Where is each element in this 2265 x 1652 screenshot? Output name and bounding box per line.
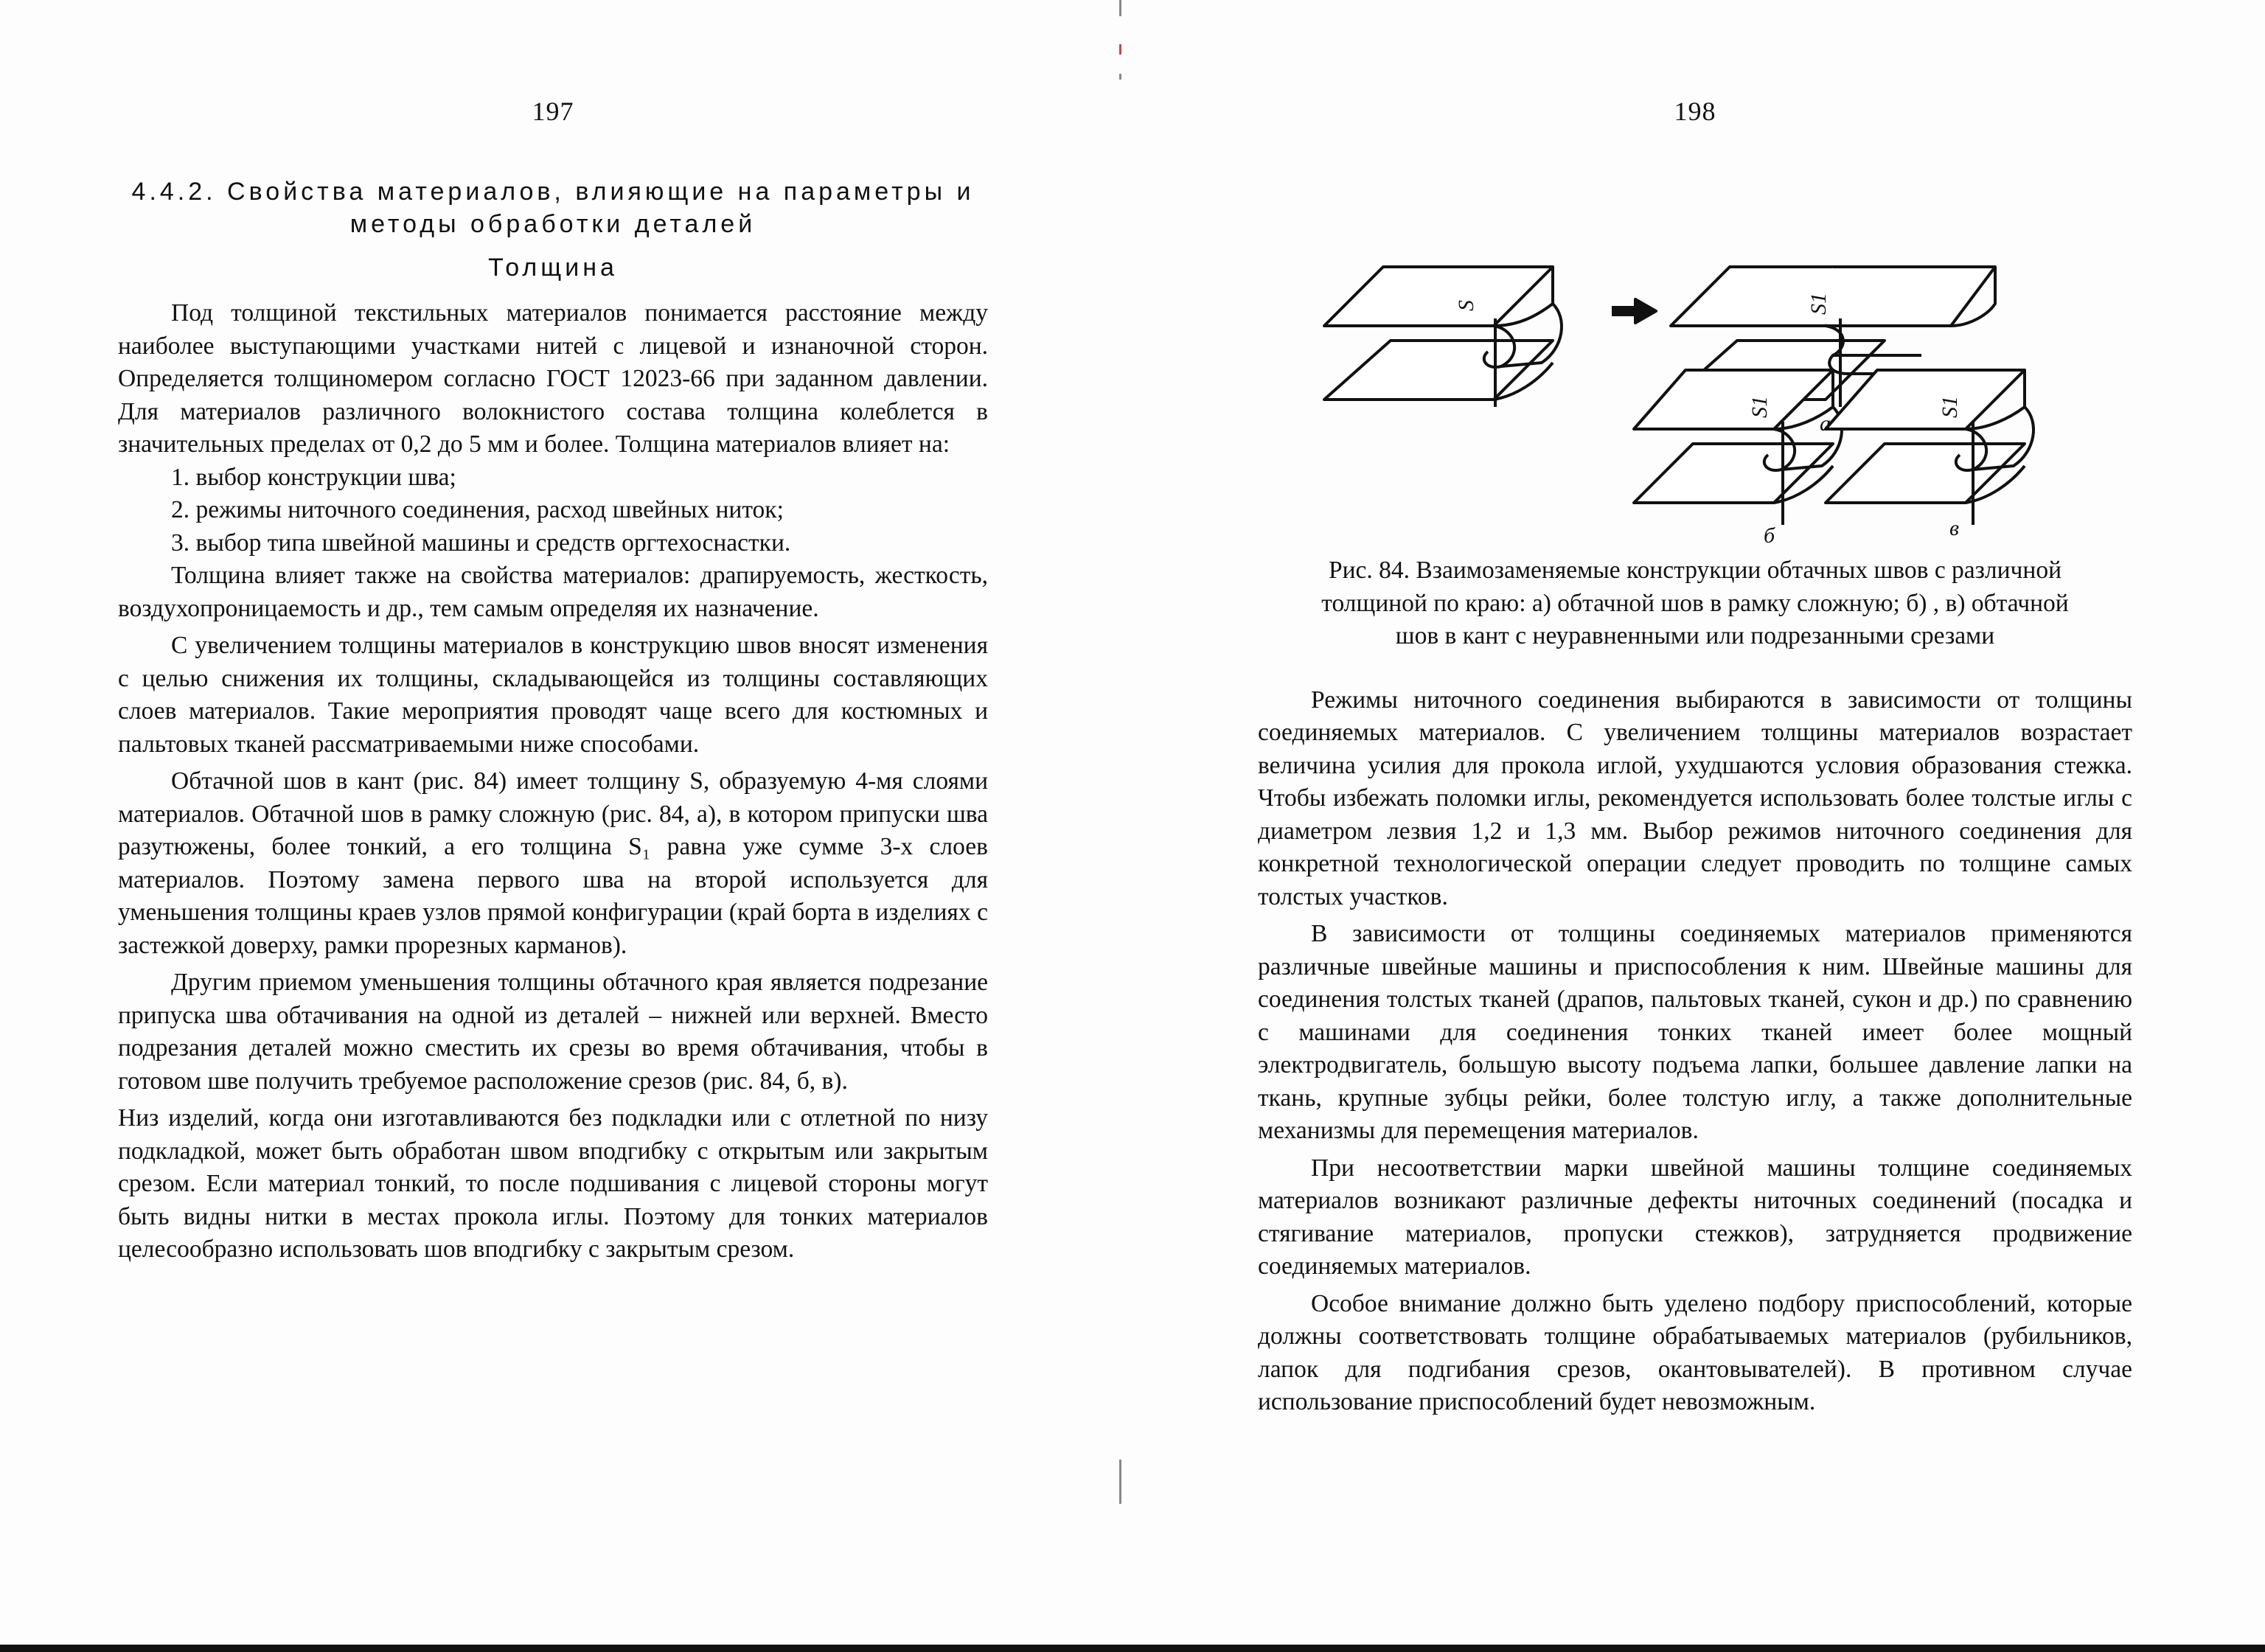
paragraph: Режимы ниточного соединения выбираются в зависимости от толщины соединяемых материалов. С увеличением толщины материалов возрастает величина усилия для прокола иглой, ухудшаются условия образования стежка. Чтобы избежать поломки иглы, рекомендуется использовать более толстые иглы с диаметром лезвия 1,2 и 1,3 мм. Выбор режимов ниточного соединения для конкретной технологической операции следует проводить по толщине самых толстых участков. (1258, 686, 2132, 910)
paragraph: Другим приемом уменьшения толщины обтачного края является подрезание припуска шва обтачивания на одной из деталей – нижней или верхней. Вместо подрезания деталей можно сместить их срезы во время обтачивания, чтобы в готовом шве получить требуемое расположение срезов (рис. 84, б, в). (118, 969, 988, 1095)
paragraph: Толщина влияет также на свойства материалов: драпируемость, жесткость, воздухопроницаемость и др., тем самым определяя их назначение. (118, 562, 988, 622)
paragraph: С увеличением толщины материалов в конструкцию швов вносят изменения с целью снижения их толщины, складывающейся из толщины составляющих слоев материалов. Такие мероприятия проводят чаще всего для костюмных и пальтовых тканей рассматриваемыми ниже способами. (118, 632, 988, 758)
page-number: 198 (1674, 97, 1716, 126)
seam-v-drawing (1826, 370, 2033, 525)
paragraph: В зависимости от толщины соединяемых материалов применяются различные швейные машины и приспособления к ним. Швейные машины для соединения толстых тканей (драпов, пальтовых тканей, сукон и др.) по сравнению с машинами для соединения тонких тканей имеет более мощный электродвигатель, большую высоту подъема лапки, большее давление лапки на ткань, крупные зубцы рейки, более толстую иглу, а также дополнительные механизмы для перемещения материалов. (1258, 920, 2132, 1144)
page-number: 197 (532, 97, 574, 126)
list-item: 3. выбор типа швейной машины и средств оргтехоснастки. (171, 529, 791, 557)
paragraph: При несоответствии марки швейной машины толщине соединяемых материалов возникают различные дефекты ниточных соединений (посадка и стягивание материалов, пропуски стежков), затрудняется продвижение соединяемых материалов. (1258, 1154, 2132, 1280)
figure-caption (1258, 554, 2132, 653)
label-s1: S1 (1938, 396, 1962, 418)
left-page (118, 0, 988, 1644)
seam-diagram (1258, 237, 2132, 547)
paragraph: Низ изделий, когда они изготавливаются без подкладки или с отлетной по низу подкладкой, может быть обработан швом вподгибку с открытым или закрытым срезом. Если материал тонкий, то после подшивания с лицевой стороны могут быть видны нитки в местах прокола иглы. Поэтому для тонких материалов целесообразно использовать шов вподгибку с закрытым срезом. (118, 1104, 988, 1263)
list-item: 1. выбор конструкции шва; (171, 463, 456, 491)
figure-84 (1258, 237, 2132, 547)
label-b: б (1764, 523, 1775, 547)
label-s: S (1454, 300, 1478, 311)
label-a: а (1820, 411, 1831, 436)
paragraph: Особое внимание должно быть уделено подбору приспособлений, которые должны соответствовать толщине обрабатываемых материалов (рубильников, лапок для подгибания срезов, окантовывателей). В противном случае использование приспособлений будет невозможным. (1258, 1289, 2132, 1415)
caption-line: Рис. 84. Взаимозаменяемые конструкции обтачных швов с различной (1328, 557, 2062, 584)
subheading: Толщина (488, 254, 618, 282)
right-page (1258, 0, 2132, 1644)
list-item: 2. режимы ниточного соединения, расход швейных ниток; (171, 496, 784, 523)
scan-edge (0, 1645, 2265, 1652)
label-v: в (1949, 516, 1960, 540)
paragraph: Под толщиной текстильных материалов понимается расстояние между наиболее выступающими участками нитей с лицевой и изнаночной сторон. Определяется толщиномером согласно ГОСТ 12023-66 при заданном давлении. Для материалов различного волокнистого состава толщина колеблется в значительных пределах от 0,2 до 5 мм и более. Толщина материалов влияет на: (118, 299, 988, 458)
label-s1: S1 (1806, 293, 1831, 315)
caption-line: толщиной по краю: а) обтачной шов в рамку сложную; б) , в) обтачной (1321, 589, 2069, 617)
section-heading-line: методы обработки деталей (349, 210, 756, 238)
caption-line: шов в кант с неуравненными или подрезанными срезами (1395, 622, 1995, 649)
paragraph: Обтачной шов в кант (рис. 84) имеет толщину S, образуемую 4-мя слоями материалов. Обтачной шов в рамку сложную (рис. 84, а), в котором припуски шва разутюжены, более тонкий, а его толщина S₁ равна уже сумме 3-х слоев материалов. Поэтому замена первого шва на второй используется для уменьшения толщины краев узлов прямой конфигурации (край борта в изделиях с застежкой доверху, рамки прорезных карманов). (118, 767, 988, 959)
section-heading-line: 4.4.2. Свойства материалов, влияющие на параметры и (131, 178, 975, 206)
section-heading (118, 175, 988, 240)
label-s1: S1 (1747, 396, 1772, 418)
seam-b-drawing (1634, 370, 1842, 525)
book-gutter (1119, 0, 1122, 1652)
seam-kant-drawing (1324, 267, 1562, 407)
